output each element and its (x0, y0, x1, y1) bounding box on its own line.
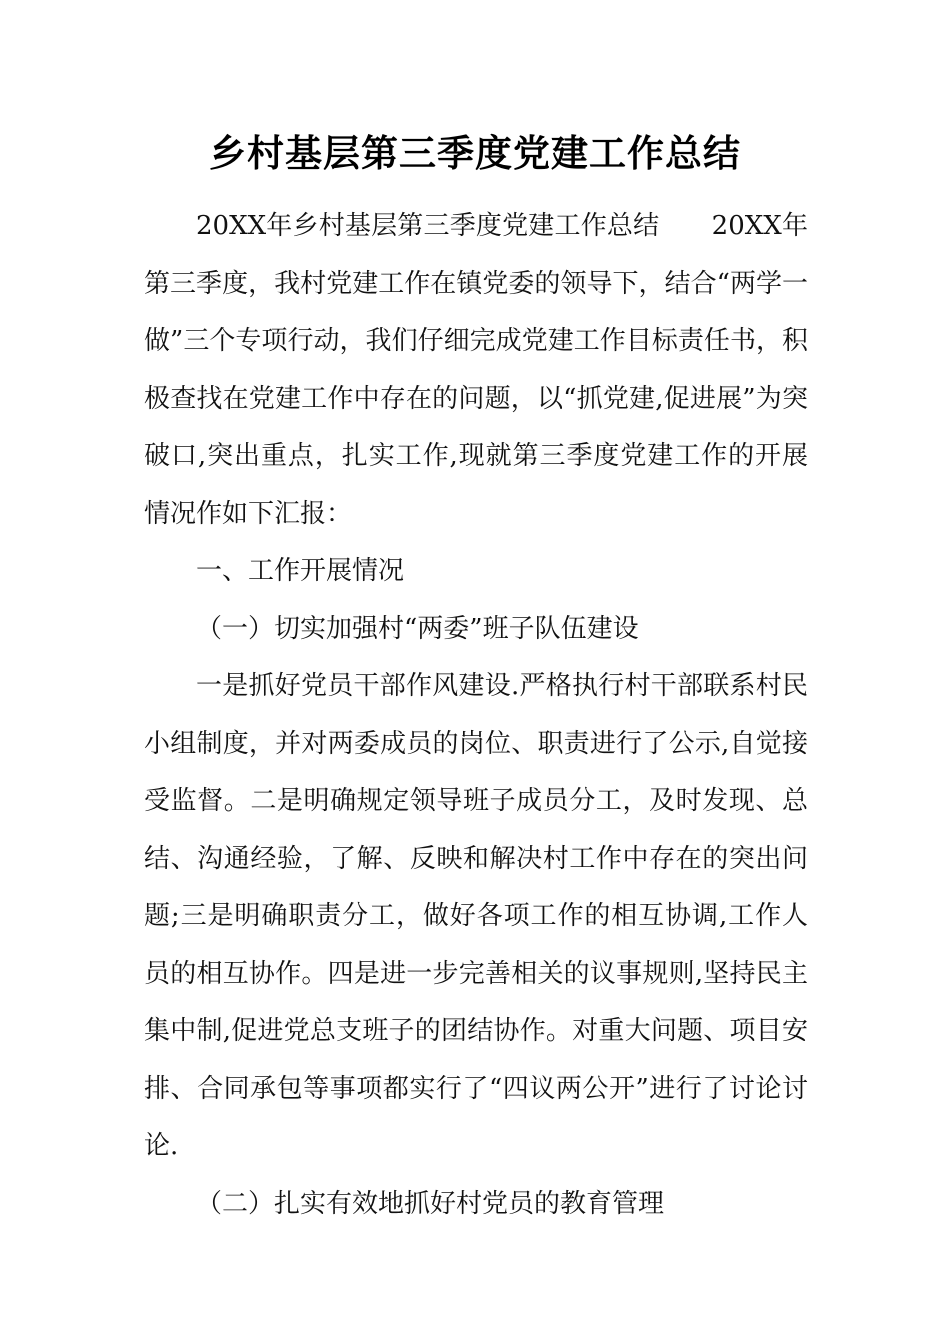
subsection-body-1: 一是抓好党员干部作风建设.严格执行村干部联系村民小组制度，并对两委成员的岗位、职责进行了公示,自觉接受监督。二是明确规定领导班子成员分工，及时发现、总结、沟通经验，了解、反映和解决村工作中存在的突出问题;三是明确职责分工，做好各项工作的相互协调,工作人员的相互协作。四是进一步完善相关的议事规则,坚持民主集中制,促进党总支班子的团结协作。对重大问题、项目安排、合同承包等事项都实行了“四议两公开”进行了讨论讨论. (144, 671, 808, 1161)
subsection-heading-1: （一）切实加强村“两委”班子队伍建设 (196, 613, 639, 644)
subsection-heading-2: （二）扎实有效地抓好村党员的教育管理 (196, 1188, 665, 1219)
section-heading: 一、工作开展情况 (196, 556, 405, 586)
intro-paragraph: 20XX年乡村基层第三季度党建工作总结 20XX年第三季度，我村党建工作在镇党委的领导下，结合“两学一做”三个专项行动，我们仔细完成党建工作目标责任书，积极查找在党建工作中存在的问题，以“抓党建,促进展”为突破口,突出重点，扎实工作,现就第三季度党建工作的开展情况作如下汇报： (144, 211, 808, 529)
document-title: 乡村基层第三季度党建工作总结 (209, 132, 741, 175)
document-body (144, 198, 808, 1233)
